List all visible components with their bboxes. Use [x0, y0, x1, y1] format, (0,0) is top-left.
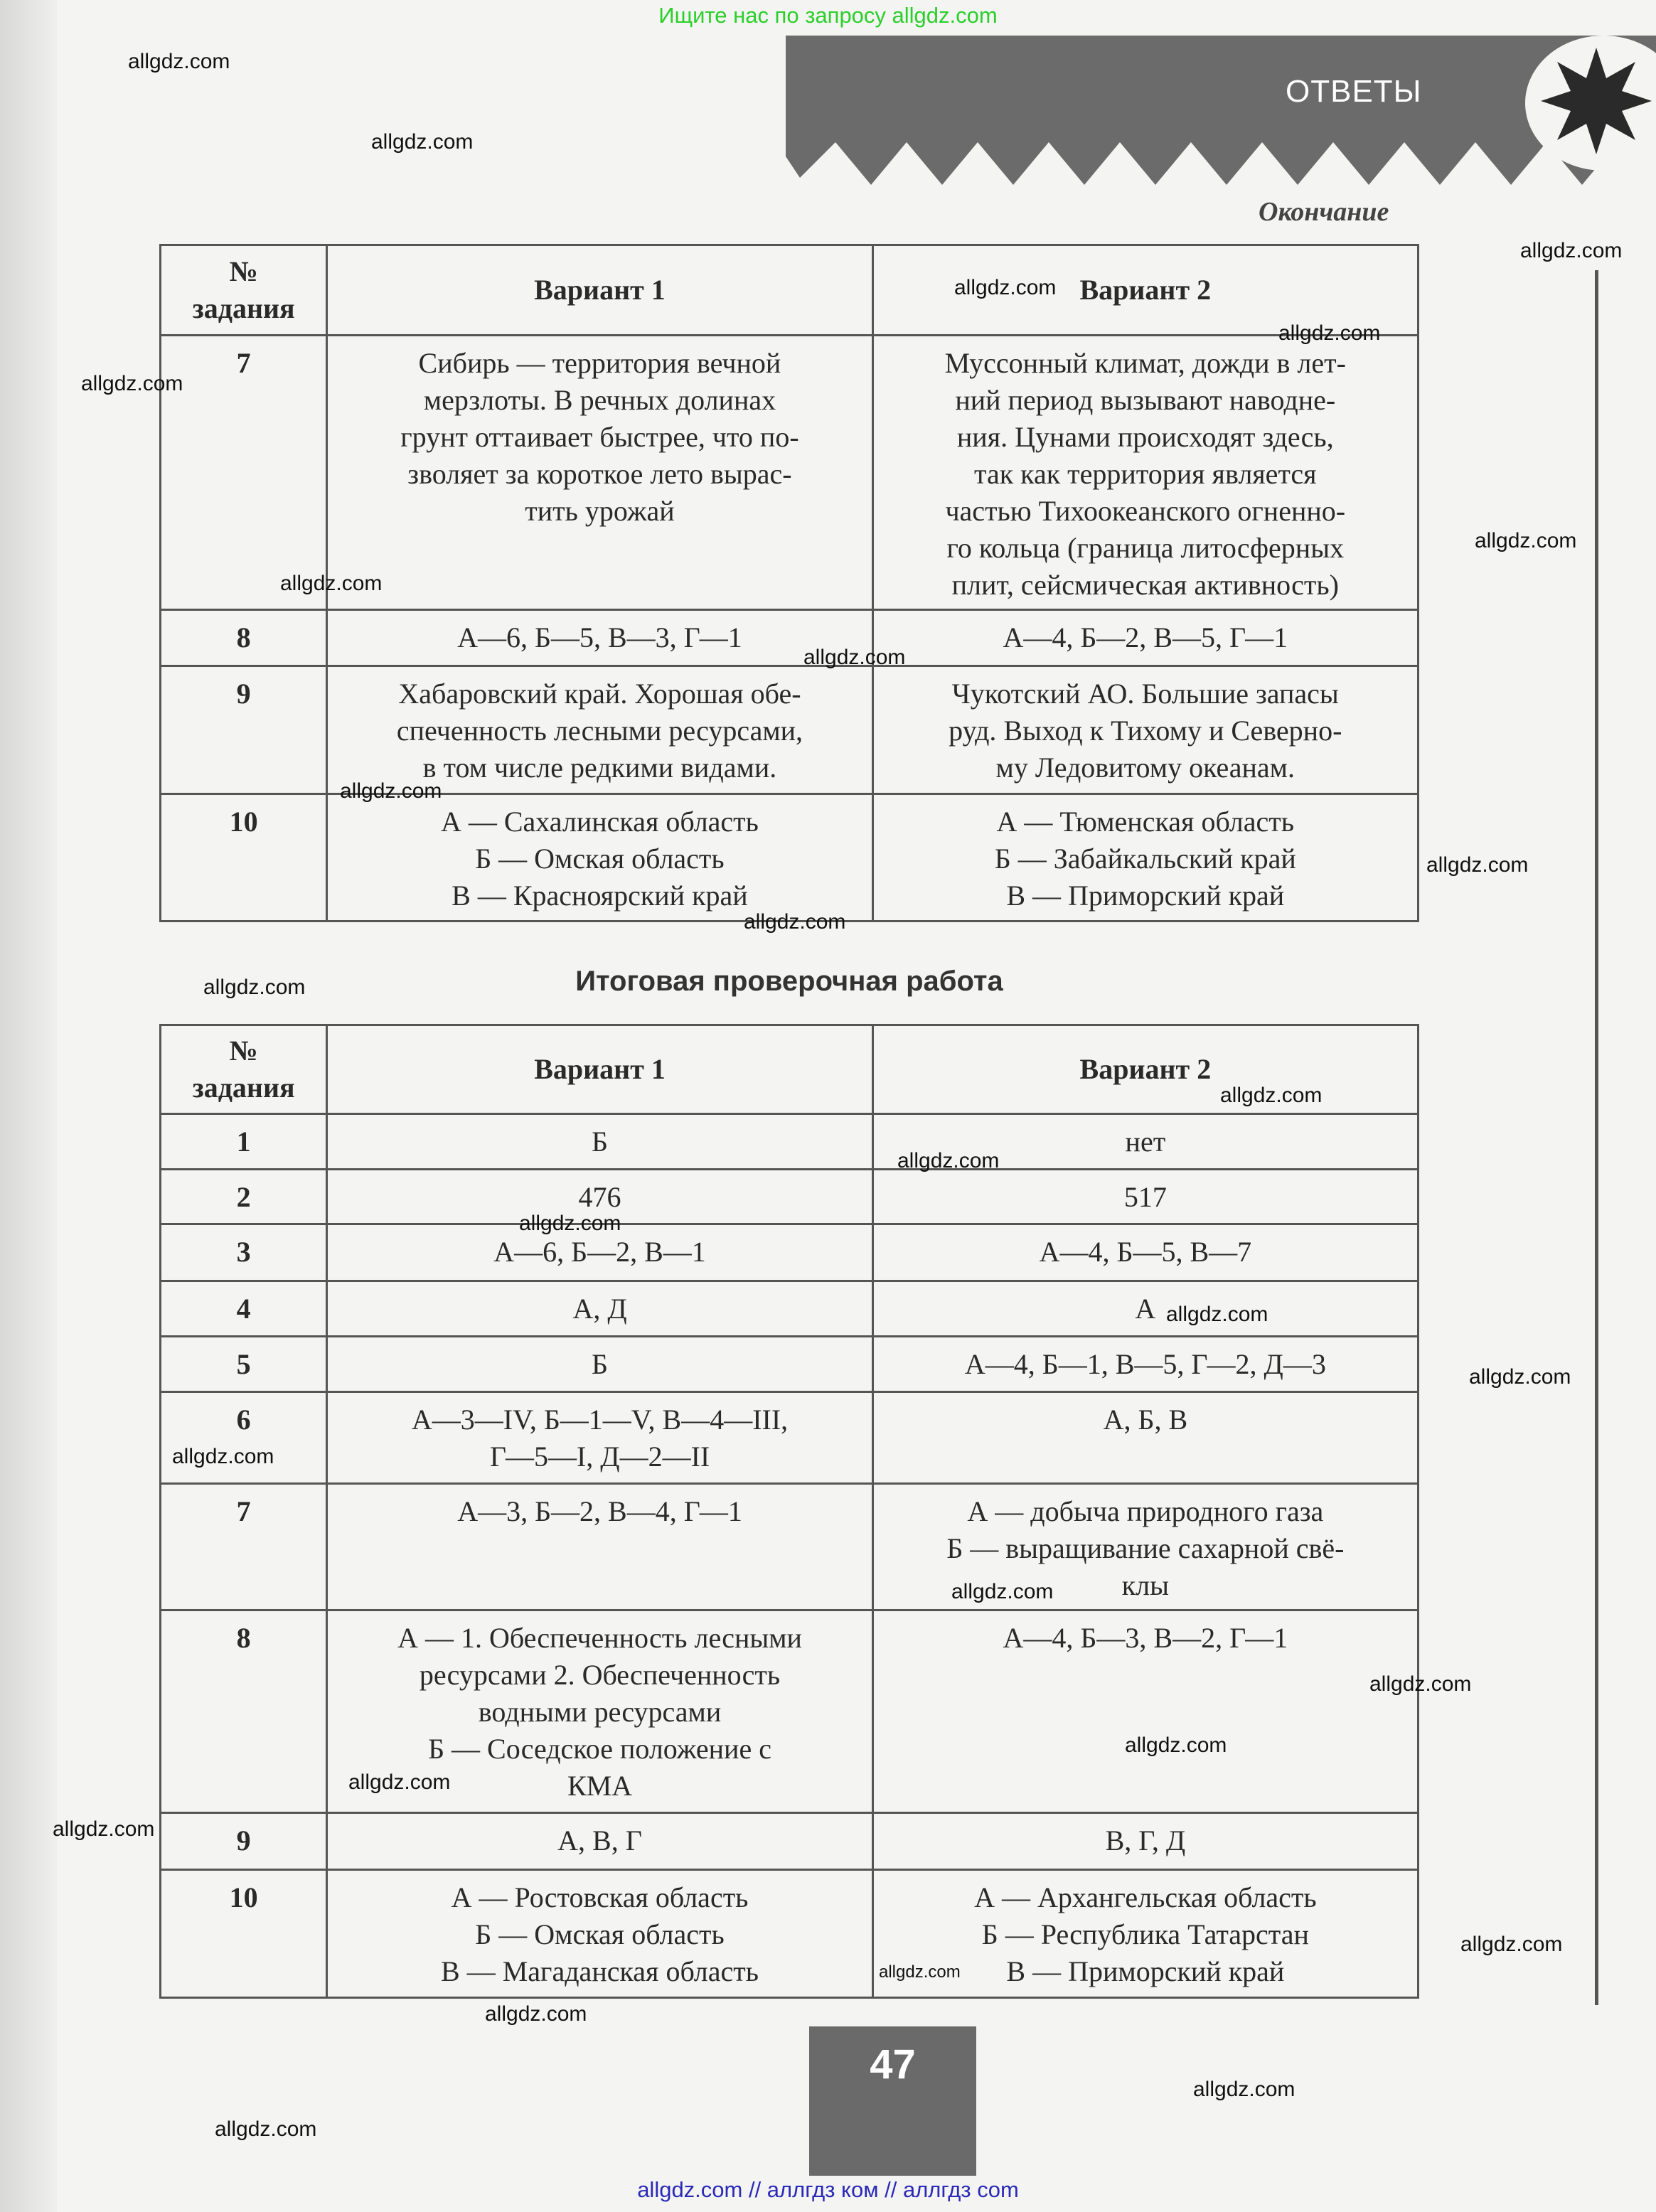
answer-line: Б — Омская область	[475, 1918, 725, 1950]
answer-variant-2	[872, 794, 1418, 921]
answer-line: В — Приморский край	[1006, 880, 1285, 912]
watermark: allgdz.com	[954, 276, 1057, 299]
page-edge-shadow	[0, 0, 57, 2212]
answer-line: А	[1135, 1293, 1156, 1325]
answer-variant-1	[327, 794, 872, 921]
header-task-number	[161, 245, 327, 336]
bottom-note: allgdz.com // аллгдз ком // аллгдз com	[637, 2177, 1019, 2202]
header-variant-1: Вариант 1	[327, 245, 872, 336]
table-row	[161, 1114, 1419, 1170]
watermark: allgdz.com	[81, 372, 183, 395]
table-row	[161, 666, 1419, 794]
watermark: allgdz.com	[371, 130, 474, 154]
task-number: 4	[161, 1281, 327, 1337]
task-number: 10	[161, 1870, 327, 1998]
task-number: 10	[161, 794, 327, 921]
task-number: 9	[161, 666, 327, 794]
table-row	[161, 1484, 1419, 1610]
answer-line: Б	[592, 1126, 609, 1158]
answer-line: мерзлоты. В речных долинах	[423, 384, 776, 416]
watermark: allgdz.com	[215, 2117, 317, 2141]
answer-line: в том числе редкими видами.	[422, 752, 777, 784]
header-task-label: задания	[192, 292, 295, 324]
answers-table-2	[159, 1024, 1419, 1999]
answer-variant-2	[872, 1224, 1418, 1281]
header-number-sign: №	[229, 1035, 258, 1067]
answer-variant-1	[327, 1870, 872, 1998]
watermark: allgdz.com	[53, 1817, 155, 1841]
task-number: 7	[161, 336, 327, 610]
answer-line: плит, сейсмическая активность)	[951, 569, 1339, 601]
table-header-row	[161, 245, 1419, 336]
answer-line: водными ресурсами	[478, 1696, 722, 1728]
answer-line: Б — Соседское положение с	[428, 1733, 771, 1765]
answer-line: А — 1. Обеспеченность лесными	[397, 1622, 802, 1654]
watermark: allgdz.com	[803, 646, 906, 669]
answer-line: ний период вызывают наводне-	[955, 384, 1336, 416]
answer-line: А — Тюменская область	[996, 806, 1294, 838]
task-number: 6	[161, 1392, 327, 1484]
continuation-label: Окончание	[1259, 197, 1389, 227]
answer-line: 517	[1123, 1181, 1167, 1213]
watermark: allgdz.com	[1475, 529, 1577, 552]
answer-line: нет	[1125, 1126, 1166, 1158]
answer-line: КМА	[567, 1770, 633, 1802]
answer-variant-1	[327, 1813, 872, 1870]
watermark: allgdz.com	[1426, 853, 1529, 877]
answer-line: А—4, Б—3, В—2, Г—1	[1003, 1622, 1288, 1654]
answer-line: ресурсами 2. Обеспеченность	[419, 1659, 781, 1691]
answer-line: ния. Цунами происходят здесь,	[956, 421, 1334, 453]
answer-line: В, Г, Д	[1105, 1824, 1186, 1856]
answer-variant-2	[872, 1281, 1418, 1337]
answer-line: А—4, Б—5, В—7	[1039, 1236, 1252, 1268]
watermark: allgdz.com	[519, 1212, 621, 1235]
answer-line: Б — Республика Татарстан	[981, 1918, 1309, 1950]
answer-line: А, В, Г	[557, 1824, 642, 1856]
answer-line: А, Б, В	[1103, 1404, 1188, 1436]
answer-line: Б — Забайкальский край	[994, 843, 1296, 875]
answer-line: Сибирь — территория вечной	[418, 347, 781, 379]
page-number: 47	[870, 2041, 916, 2088]
answer-line: Г—5—I, Д—2—II	[489, 1441, 710, 1473]
answer-variant-1	[327, 610, 872, 666]
answer-variant-2	[872, 610, 1418, 666]
answer-line: 476	[578, 1181, 621, 1213]
answer-variant-1	[327, 1114, 872, 1170]
watermark: allgdz.com	[879, 1962, 961, 1982]
task-number: 5	[161, 1337, 327, 1392]
answer-line: А—4, Б—1, В—5, Г—2, Д—3	[964, 1348, 1326, 1380]
watermark: allgdz.com	[897, 1149, 1000, 1172]
watermark: allgdz.com	[1125, 1733, 1227, 1757]
task-number: 8	[161, 1610, 327, 1813]
watermark: allgdz.com	[280, 572, 383, 595]
answer-line: руд. Выход к Тихому и Северно-	[949, 715, 1342, 747]
answer-line: Муссонный климат, дожди в лет-	[944, 347, 1346, 379]
answer-variant-1	[327, 1484, 872, 1610]
task-number: 9	[161, 1813, 327, 1870]
table-row	[161, 336, 1419, 610]
table-row	[161, 1337, 1419, 1392]
answer-variant-2	[872, 1392, 1418, 1484]
answer-line: А—6, Б—5, В—3, Г—1	[457, 621, 742, 653]
header-variant-1: Вариант 1	[327, 1025, 872, 1114]
answer-line: клы	[1121, 1569, 1170, 1601]
answer-variant-2	[872, 666, 1418, 794]
answer-line: А—3—IV, Б—1—V, В—4—III,	[411, 1404, 789, 1436]
section-label: ОТВЕТЫ	[1286, 74, 1422, 109]
answer-variant-2	[872, 336, 1418, 610]
top-note: Ищите нас по запросу allgdz.com	[658, 3, 998, 28]
answer-line: спеченность лесными ресурсами,	[396, 715, 803, 747]
watermark: allgdz.com	[1193, 2078, 1296, 2101]
answer-line: Б — выращивание сахарной свё-	[946, 1532, 1345, 1564]
watermark: allgdz.com	[485, 2002, 587, 2026]
watermark: allgdz.com	[203, 976, 306, 999]
answer-line: му Ледовитому океанам.	[995, 752, 1295, 784]
answer-variant-1	[327, 1337, 872, 1392]
answer-variant-1	[327, 666, 872, 794]
header-variant-2: Вариант 2	[872, 1025, 1418, 1114]
answer-line: тить урожай	[525, 495, 675, 527]
section-title: Итоговая проверочная работа	[575, 966, 1003, 997]
answer-line: А—3, Б—2, В—4, Г—1	[457, 1495, 742, 1527]
answer-line: так как территория является	[973, 458, 1317, 490]
watermark: allgdz.com	[348, 1770, 451, 1794]
answer-line: А, Д	[572, 1293, 627, 1325]
answer-line: А — добыча природного газа	[967, 1495, 1324, 1527]
header-variant-2: Вариант 2	[872, 245, 1418, 336]
header-task-label: задания	[192, 1072, 295, 1104]
table-row	[161, 1870, 1419, 1998]
answer-variant-1	[327, 1281, 872, 1337]
answer-variant-1	[327, 1392, 872, 1484]
watermark: allgdz.com	[1369, 1672, 1472, 1696]
answer-line: Б — Омская область	[475, 843, 725, 875]
answer-line: Чукотский АО. Большие запасы	[951, 678, 1339, 710]
watermark: allgdz.com	[1469, 1365, 1571, 1389]
task-number: 8	[161, 610, 327, 666]
answer-line: частью Тихоокеанского огненно-	[945, 495, 1346, 527]
watermark: allgdz.com	[1166, 1303, 1268, 1326]
answer-variant-1	[327, 336, 872, 610]
answer-line: Б	[592, 1348, 609, 1380]
watermark: allgdz.com	[128, 50, 230, 73]
watermark: allgdz.com	[172, 1445, 274, 1468]
answer-line: В — Приморский край	[1006, 1955, 1285, 1987]
watermark: allgdz.com	[1220, 1084, 1323, 1107]
answer-variant-2	[872, 1813, 1418, 1870]
task-number: 2	[161, 1170, 327, 1224]
watermark: allgdz.com	[744, 910, 846, 934]
answer-line: А—4, Б—2, В—5, Г—1	[1003, 621, 1288, 653]
section-banner	[786, 36, 1656, 185]
answer-line: го кольца (граница литосферных	[946, 532, 1345, 564]
watermark: allgdz.com	[1460, 1933, 1563, 1956]
header-task-number	[161, 1025, 327, 1114]
answer-variant-2	[872, 1170, 1418, 1224]
header-number-sign: №	[229, 255, 258, 287]
answer-line: В — Красноярский край	[452, 880, 748, 912]
watermark: allgdz.com	[1278, 321, 1381, 345]
table-row	[161, 1813, 1419, 1870]
margin-line	[1595, 270, 1598, 2005]
table-row	[161, 794, 1419, 921]
table-row	[161, 1392, 1419, 1484]
answer-line: А — Архангельская область	[974, 1881, 1317, 1913]
answer-variant-2	[872, 1610, 1418, 1813]
answer-line: зволяет за короткое лето вырас-	[407, 458, 792, 490]
answer-line: В — Магаданская область	[441, 1955, 759, 1987]
task-number: 3	[161, 1224, 327, 1281]
watermark: allgdz.com	[1520, 239, 1623, 262]
watermark: allgdz.com	[951, 1580, 1054, 1603]
answer-variant-2	[872, 1337, 1418, 1392]
watermark: allgdz.com	[340, 779, 442, 803]
table-row	[161, 610, 1419, 666]
answer-line: грунт оттаивает быстрее, что по-	[400, 421, 799, 453]
table-row	[161, 1224, 1419, 1281]
answer-line: А — Сахалинская область	[440, 806, 759, 838]
answer-line: А—6, Б—2, В—1	[493, 1236, 706, 1268]
table-row	[161, 1170, 1419, 1224]
task-number: 1	[161, 1114, 327, 1170]
task-number: 7	[161, 1484, 327, 1610]
answer-line: Хабаровский край. Хорошая обе-	[398, 678, 801, 710]
answer-line: А — Ростовская область	[451, 1881, 749, 1913]
